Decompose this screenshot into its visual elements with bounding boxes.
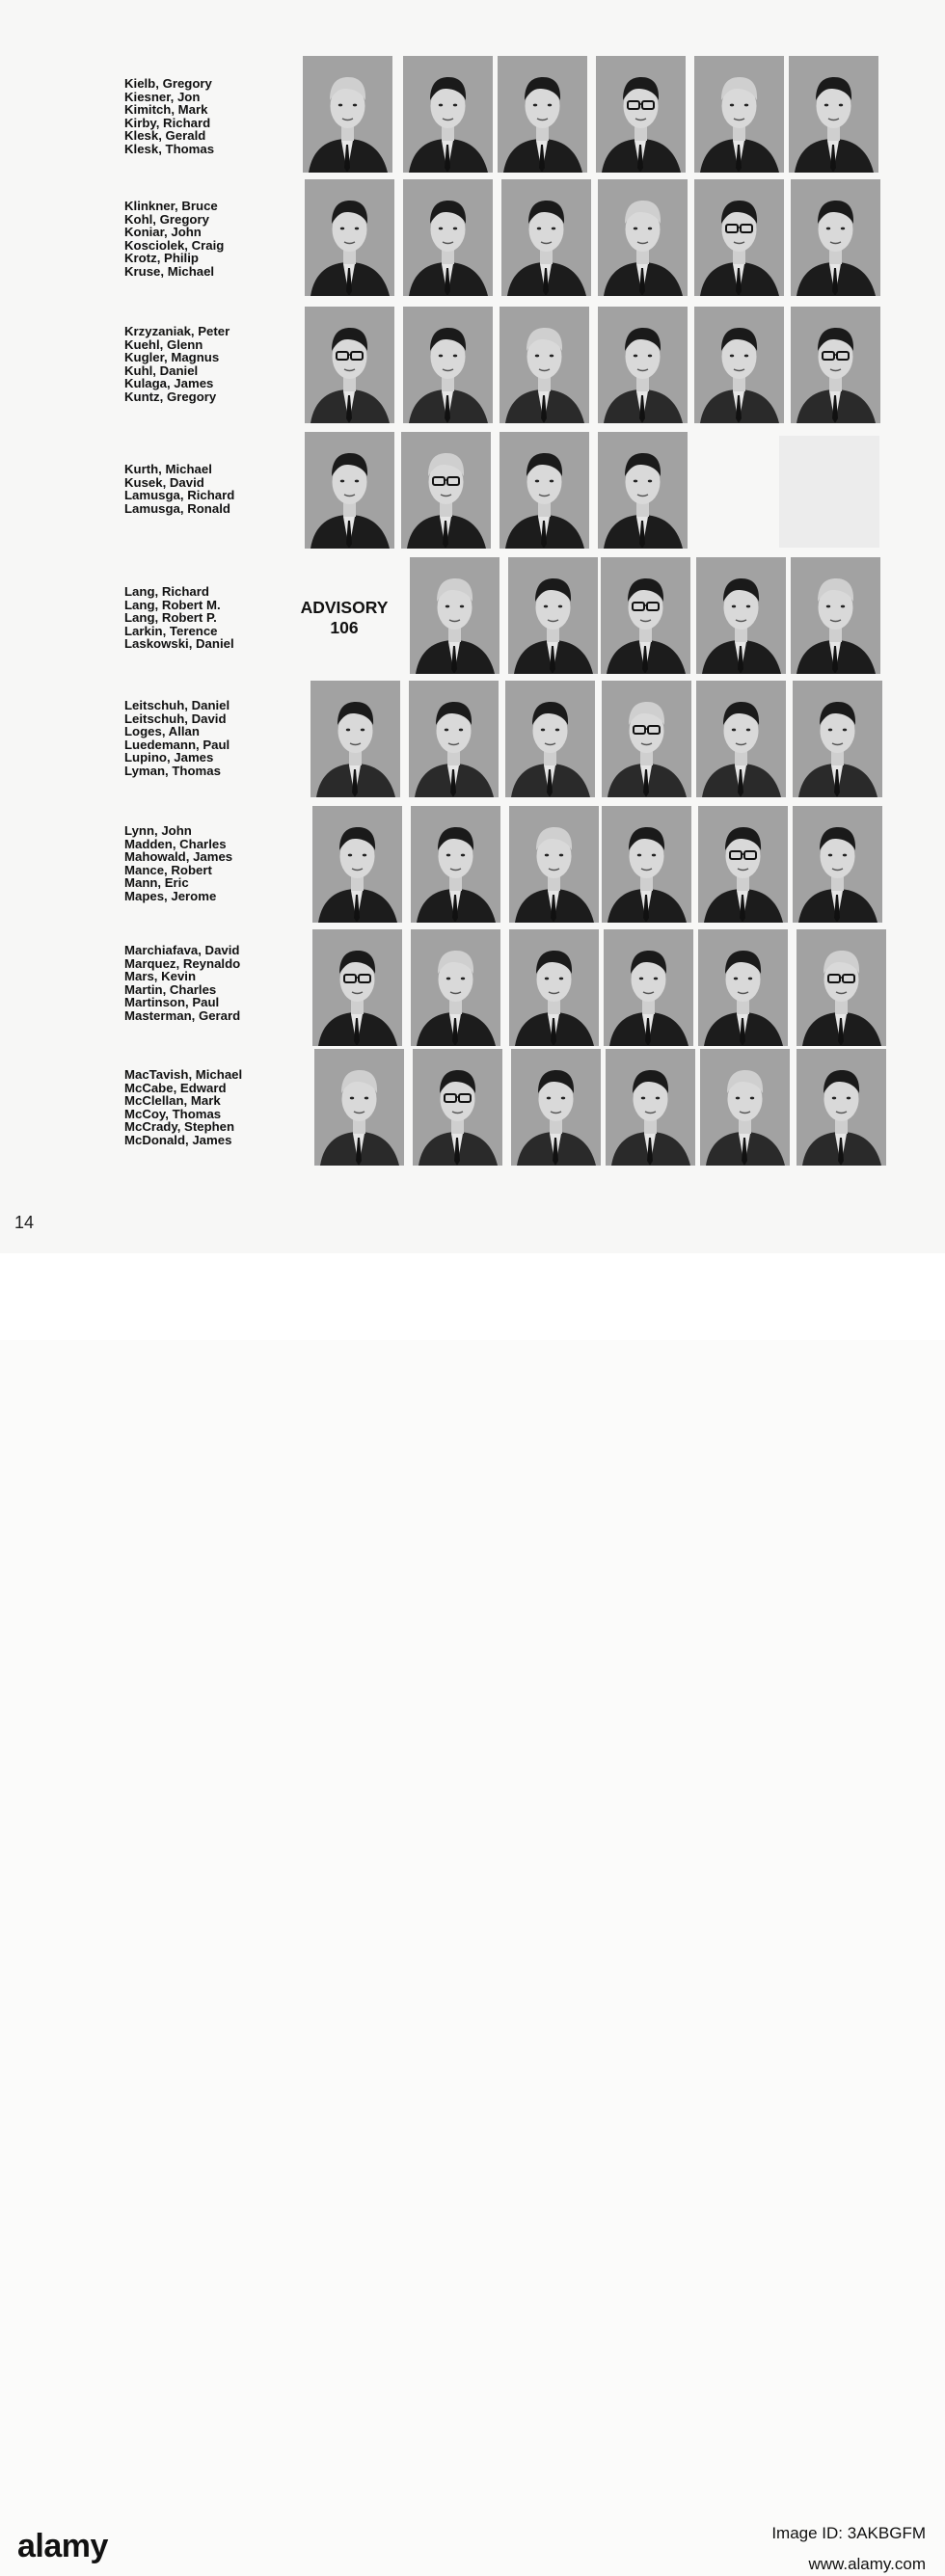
student-portrait [305, 307, 394, 423]
student-portrait [501, 179, 591, 296]
student-name: Kimitch, Mark [124, 102, 208, 118]
student-portrait [403, 179, 493, 296]
student-portrait [411, 806, 500, 923]
student-portrait [314, 1049, 404, 1166]
student-name: Kruse, Michael [124, 263, 215, 279]
student-name: Kohl, Gregory [124, 211, 209, 227]
student-name: McCabe, Edward [124, 1080, 227, 1095]
student-name: Kosciolek, Craig [124, 237, 225, 253]
student-name: Klinkner, Bruce [124, 199, 218, 213]
student-portrait [409, 681, 499, 797]
student-portrait [508, 557, 598, 674]
student-name: Lamusga, Ronald [124, 500, 230, 516]
student-name: Lupino, James [124, 750, 214, 765]
student-name: Kulaga, James [124, 376, 214, 391]
student-name: McClellan, Mark [124, 1093, 221, 1109]
student-name: Koniar, John [124, 225, 202, 240]
student-portrait [498, 56, 587, 173]
student-name: Lang, Richard [124, 584, 209, 599]
student-portrait [694, 179, 784, 296]
site-url: www.alamy.com [808, 2555, 926, 2573]
watermark-footer [0, 1253, 945, 2573]
student-name: McCoy, Thomas [124, 1106, 222, 1121]
student-portrait [601, 557, 690, 674]
advisory-heading [282, 598, 407, 638]
faded-blank-photo [779, 436, 879, 548]
student-name: Marchiafava, David [124, 943, 240, 957]
student-name: Kuntz, Gregory [124, 389, 217, 404]
student-portrait [411, 929, 500, 1046]
student-portrait [305, 179, 394, 296]
student-portrait [604, 929, 693, 1046]
student-portrait [698, 929, 788, 1046]
student-name: Leitschuh, David [124, 711, 227, 726]
student-portrait [602, 681, 691, 797]
student-name: Kugler, Magnus [124, 350, 220, 365]
student-name: Mars, Kevin [124, 969, 197, 984]
student-portrait [694, 56, 784, 173]
student-portrait [509, 806, 599, 923]
student-portrait [403, 56, 493, 173]
student-portrait [401, 432, 491, 549]
student-name: McDonald, James [124, 1132, 232, 1147]
student-name: Kirby, Richard [124, 115, 211, 130]
student-name: Kielb, Gregory [124, 76, 212, 91]
student-portrait [602, 806, 691, 923]
student-portrait [793, 806, 882, 923]
student-portrait [403, 307, 493, 423]
student-name: Mapes, Jerome [124, 888, 217, 903]
name-list [124, 944, 293, 1023]
student-name: Loges, Allan [124, 724, 200, 739]
student-name: Madden, Charles [124, 836, 227, 851]
student-portrait [796, 1049, 886, 1166]
student-name: Klesk, Gerald [124, 128, 206, 144]
name-list [124, 463, 293, 515]
name-list [124, 585, 293, 651]
student-portrait [791, 307, 880, 423]
student-name: Leitschuh, Daniel [124, 698, 230, 712]
student-portrait [698, 806, 788, 923]
student-name: Lamusga, Richard [124, 488, 235, 503]
student-portrait [500, 307, 589, 423]
student-portrait [598, 179, 688, 296]
student-name: Lang, Robert M. [124, 597, 221, 612]
student-portrait [303, 56, 392, 173]
student-portrait [796, 929, 886, 1046]
advisory-label: ADVISORY [300, 598, 389, 617]
student-portrait [700, 1049, 790, 1166]
student-name: Laskowski, Daniel [124, 636, 234, 652]
student-portrait [696, 681, 786, 797]
student-name: Krotz, Philip [124, 251, 199, 266]
name-list [124, 200, 293, 279]
student-name: Marquez, Reynaldo [124, 955, 241, 971]
advisory-number: 106 [330, 618, 359, 637]
student-name: Lyman, Thomas [124, 763, 221, 778]
student-name: Mann, Eric [124, 875, 189, 891]
alamy-logo: alamy [17, 2528, 108, 2564]
student-portrait [413, 1049, 502, 1166]
student-name: Kiesner, Jon [124, 89, 201, 104]
student-name: Krzyzaniak, Peter [124, 324, 230, 338]
student-portrait [312, 929, 402, 1046]
student-portrait [606, 1049, 695, 1166]
student-portrait [312, 806, 402, 923]
student-portrait [789, 56, 878, 173]
student-portrait [694, 307, 784, 423]
student-name: Kusek, David [124, 474, 204, 490]
student-portrait [598, 432, 688, 549]
student-name: Klesk, Thomas [124, 141, 215, 156]
student-portrait [793, 681, 882, 797]
student-name: Lang, Robert P. [124, 610, 217, 626]
student-portrait [509, 929, 599, 1046]
student-portrait [511, 1049, 601, 1166]
student-portrait [791, 179, 880, 296]
student-name: Mahowald, James [124, 849, 233, 865]
student-portrait [791, 557, 880, 674]
student-portrait [596, 56, 686, 173]
student-name: Mance, Robert [124, 862, 212, 877]
image-id: Image ID: 3AKBGFM [771, 2524, 926, 2542]
name-list [124, 824, 293, 903]
student-portrait [500, 432, 589, 549]
student-name: Kuhl, Daniel [124, 362, 199, 378]
name-list [124, 1068, 293, 1147]
student-name: Larkin, Terence [124, 623, 218, 638]
name-list [124, 699, 293, 778]
page-number: 14 [14, 1213, 35, 1232]
student-name: Martin, Charles [124, 981, 217, 997]
student-portrait [410, 557, 500, 674]
student-name: McCrady, Stephen [124, 1119, 235, 1135]
name-list [124, 77, 293, 156]
student-name: Kuehl, Glenn [124, 336, 203, 352]
student-portrait [598, 307, 688, 423]
student-name: Lynn, John [124, 823, 192, 838]
name-list [124, 325, 293, 404]
student-portrait [696, 557, 786, 674]
student-name: MacTavish, Michael [124, 1067, 243, 1082]
student-portrait [505, 681, 595, 797]
student-portrait [310, 681, 400, 797]
student-name: Martinson, Paul [124, 995, 220, 1010]
student-name: Luedemann, Paul [124, 737, 230, 752]
student-name: Kurth, Michael [124, 462, 212, 476]
student-portrait [305, 432, 394, 549]
student-name: Masterman, Gerard [124, 1007, 241, 1023]
